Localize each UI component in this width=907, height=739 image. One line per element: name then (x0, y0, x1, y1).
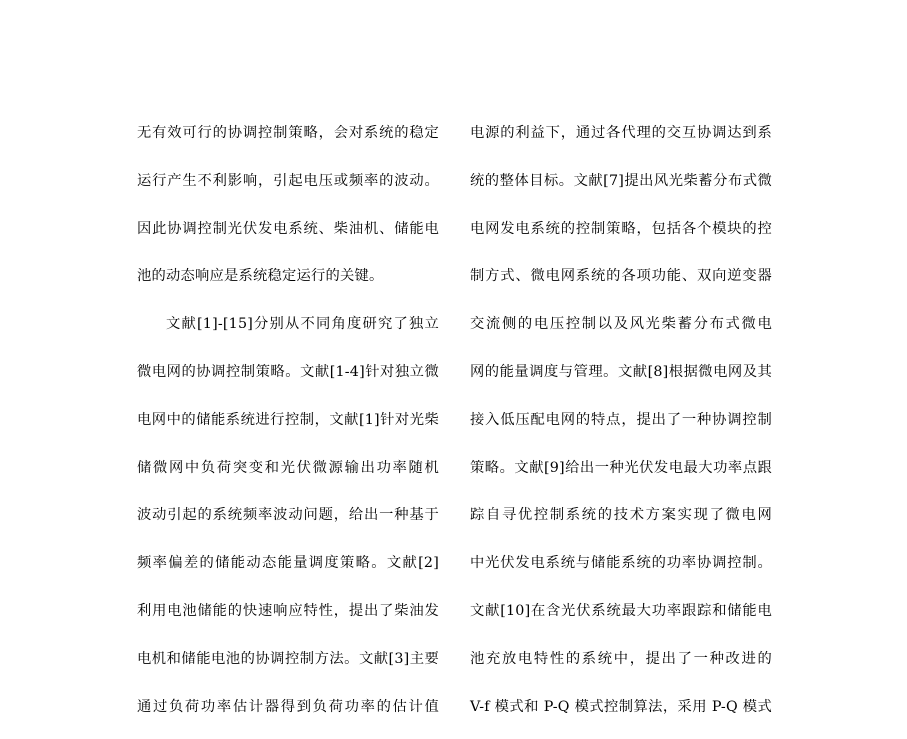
text-line: 电机和储能电池的协调控制方法。文献[3]主要 (137, 650, 439, 667)
text-line: 池的动态响应是系统稳定运行的关键。 (137, 268, 384, 285)
text-line: 制方式、微电网系统的各项功能、双向逆变器 (470, 268, 772, 285)
text-line: 因此协调控制光伏发电系统、柴油机、储能电 (137, 220, 439, 237)
text-line: 电源的利益下，通过各代理的交互协调达到系 (470, 125, 772, 141)
text-line: 利用电池储能的快速响应特性，提出了柴油发 (137, 602, 439, 619)
text-line: 电网中的储能系统进行控制，文献[1]针对光柴 (137, 411, 439, 428)
text-line: 频率偏差的储能动态能量调度策略。文献[2] (137, 555, 439, 572)
text-line: 微电网的协调控制策略。文献[1-4]针对独立微 (137, 363, 439, 380)
text-line: 踪自寻优控制系统的技术方案实现了微电网 (470, 507, 772, 524)
text-line: 统的整体目标。文献[7]提出风光柴蓄分布式微 (470, 172, 772, 189)
right-text-column (470, 118, 772, 739)
text-line: 网的能量调度与管理。文献[8]根据微电网及其 (470, 363, 772, 380)
left-text-column (137, 118, 439, 739)
text-line: V-f 模式和 P-Q 模式控制算法，采用 P-Q 模式 (470, 698, 772, 715)
text-line: 策略。文献[9]给出一种光伏发电最大功率点跟 (470, 459, 772, 476)
text-line: 运行产生不利影响，引起电压或频率的波动。 (137, 172, 439, 189)
text-line: 文献[1]-[15]分别从不同角度研究了独立 (166, 316, 439, 333)
text-line: 波动引起的系统频率波动问题，给出一种基于 (137, 507, 439, 524)
text-line: 接入低压配电网的特点，提出了一种协调控制 (470, 411, 772, 428)
text-line: 电网发电系统的控制策略，包括各个模块的控 (470, 220, 772, 237)
text-line: 无有效可行的协调控制策略，会对系统的稳定 (137, 125, 439, 141)
text-line: 通过负荷功率估计器得到负荷功率的估计值 (137, 698, 439, 715)
text-line: 池充放电特性的系统中，提出了一种改进的 (470, 650, 772, 667)
text-line: 交流侧的电压控制以及风光柴蓄分布式微电 (470, 316, 772, 333)
text-line: 储微网中负荷突变和光伏微源输出功率随机 (137, 459, 439, 476)
text-line: 中光伏发电系统与储能系统的功率协调控制。 (470, 555, 772, 572)
text-line: 文献[10]在含光伏系统最大功率跟踪和储能电 (470, 602, 772, 619)
